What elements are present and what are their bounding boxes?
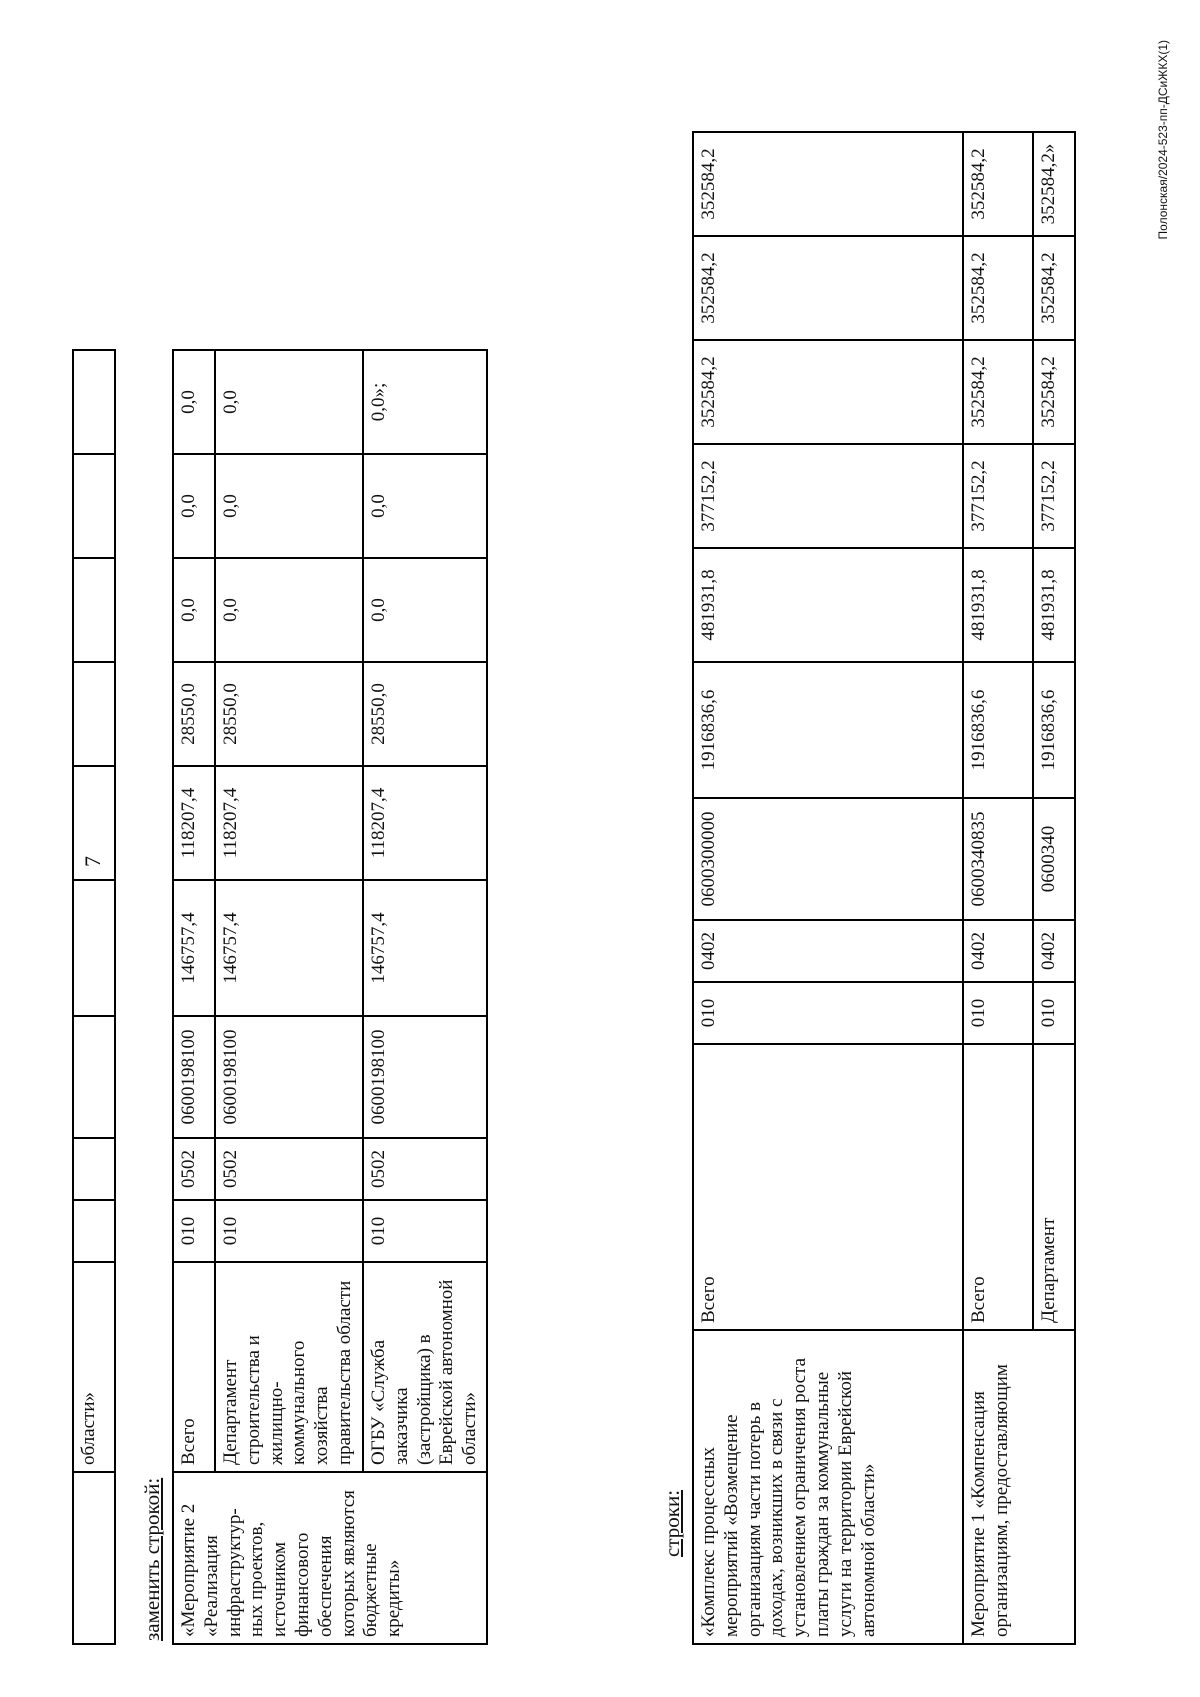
value-cell: 1916836,6 <box>963 662 1033 798</box>
value-cell: 146757,4 <box>215 880 363 1016</box>
value-cell: 352584,2 <box>1033 236 1075 340</box>
value-cell: 0,0»; <box>363 350 487 454</box>
fragment-table <box>72 349 116 1645</box>
value-cell: 118207,4 <box>215 766 363 880</box>
rows-label: строки: <box>660 1489 684 1557</box>
value-cell: 352584,2 <box>963 132 1033 236</box>
complex-name-cell: «Комплекс процессных мероприятий «Возмещение организациям части потерь в доходах, возникших в связи с установлением ограничения роста платы граждан за коммунальные услуги на территории Еврейской автономной области» <box>693 1330 963 1644</box>
value-cell: 377152,2 <box>1033 444 1075 548</box>
code-cell: 0502 <box>173 1138 215 1200</box>
value-cell: 0,0 <box>173 350 215 454</box>
code-cell: 010 <box>173 1200 215 1262</box>
code-cell: 0600198100 <box>215 1016 363 1138</box>
table-row <box>215 350 363 1644</box>
replace-label: заменить строкой: <box>140 1477 164 1641</box>
value-cell: 28550,0 <box>173 662 215 766</box>
event-name-cell: «Мероприятие 2 «Реализация инфраструктур-ных проектов, источником финансового обеспечения которых являются бюджетные кредиты» <box>173 1472 487 1644</box>
value-cell: 0,0 <box>363 558 487 662</box>
code-cell: 010 <box>215 1200 363 1262</box>
executor-cell: Всего <box>693 1044 963 1330</box>
table-row <box>173 350 215 1644</box>
value-cell: 118207,4 <box>363 766 487 880</box>
value-cell: 481931,8 <box>963 548 1033 662</box>
value-cell: 1916836,6 <box>693 662 963 798</box>
fragment-executor-cell: области» <box>73 1262 115 1472</box>
value-cell: 146757,4 <box>363 880 487 1016</box>
fragment-name-cell <box>73 1472 115 1644</box>
value-cell: 352584,2 <box>693 132 963 236</box>
code-cell: 0402 <box>963 920 1033 982</box>
code-cell: 0600340835 <box>963 798 1033 920</box>
value-cell: 377152,2 <box>693 444 963 548</box>
code-cell: 0502 <box>215 1138 363 1200</box>
code-cell: 0600340 <box>1033 798 1075 920</box>
value-cell: 352584,2 <box>1033 340 1075 444</box>
value-cell: 146757,4 <box>173 880 215 1016</box>
executor-cell: ОГБУ «Служба заказчика (застройщика) в Еврейской автономной области» <box>363 1262 487 1472</box>
code-cell: 010 <box>1033 982 1075 1044</box>
value-cell: 28550,0 <box>363 662 487 766</box>
value-cell: 352584,2» <box>1033 132 1075 236</box>
value-cell: 352584,2 <box>693 340 963 444</box>
code-cell: 0502 <box>363 1138 487 1200</box>
value-cell: 0,0 <box>173 454 215 558</box>
event-name-cell: Мероприятие 1 «Компенсация организациям, предоставляющим <box>963 1330 1075 1644</box>
code-cell: 0402 <box>1033 920 1075 982</box>
value-cell: 1916836,6 <box>1033 662 1075 798</box>
document-footer: Полонская/2024-523-пп-ДСиЖКХ(1) <box>1156 40 1170 240</box>
value-cell: 377152,2 <box>963 444 1033 548</box>
code-cell: 0600300000 <box>693 798 963 920</box>
rows-table <box>692 131 1076 1645</box>
value-cell: 28550,0 <box>215 662 363 766</box>
executor-cell: Всего <box>173 1262 215 1472</box>
value-cell: 352584,2 <box>963 340 1033 444</box>
table-row <box>693 132 963 1644</box>
value-cell: 352584,2 <box>693 236 963 340</box>
value-cell: 118207,4 <box>173 766 215 880</box>
value-cell: 0,0 <box>363 454 487 558</box>
code-cell: 010 <box>363 1200 487 1262</box>
replacement-table <box>172 349 488 1645</box>
code-cell: 010 <box>963 982 1033 1044</box>
code-cell: 0600198100 <box>173 1016 215 1138</box>
code-cell: 010 <box>693 982 963 1044</box>
table-row <box>363 350 487 1644</box>
value-cell: 0,0 <box>215 558 363 662</box>
executor-cell: Всего <box>963 1044 1033 1330</box>
code-cell: 0402 <box>693 920 963 982</box>
page-number: 7 <box>80 856 105 867</box>
code-cell: 0600198100 <box>363 1016 487 1138</box>
value-cell: 0,0 <box>215 454 363 558</box>
value-cell: 0,0 <box>173 558 215 662</box>
value-cell: 481931,8 <box>693 548 963 662</box>
value-cell: 0,0 <box>215 350 363 454</box>
value-cell: 481931,8 <box>1033 548 1075 662</box>
value-cell: 352584,2 <box>963 236 1033 340</box>
table-row <box>963 132 1033 1644</box>
executor-cell: Департамент <box>1033 1044 1075 1330</box>
executor-cell: Департамент строительства и жилищно-коммунального хозяйства правительства области <box>215 1262 363 1472</box>
